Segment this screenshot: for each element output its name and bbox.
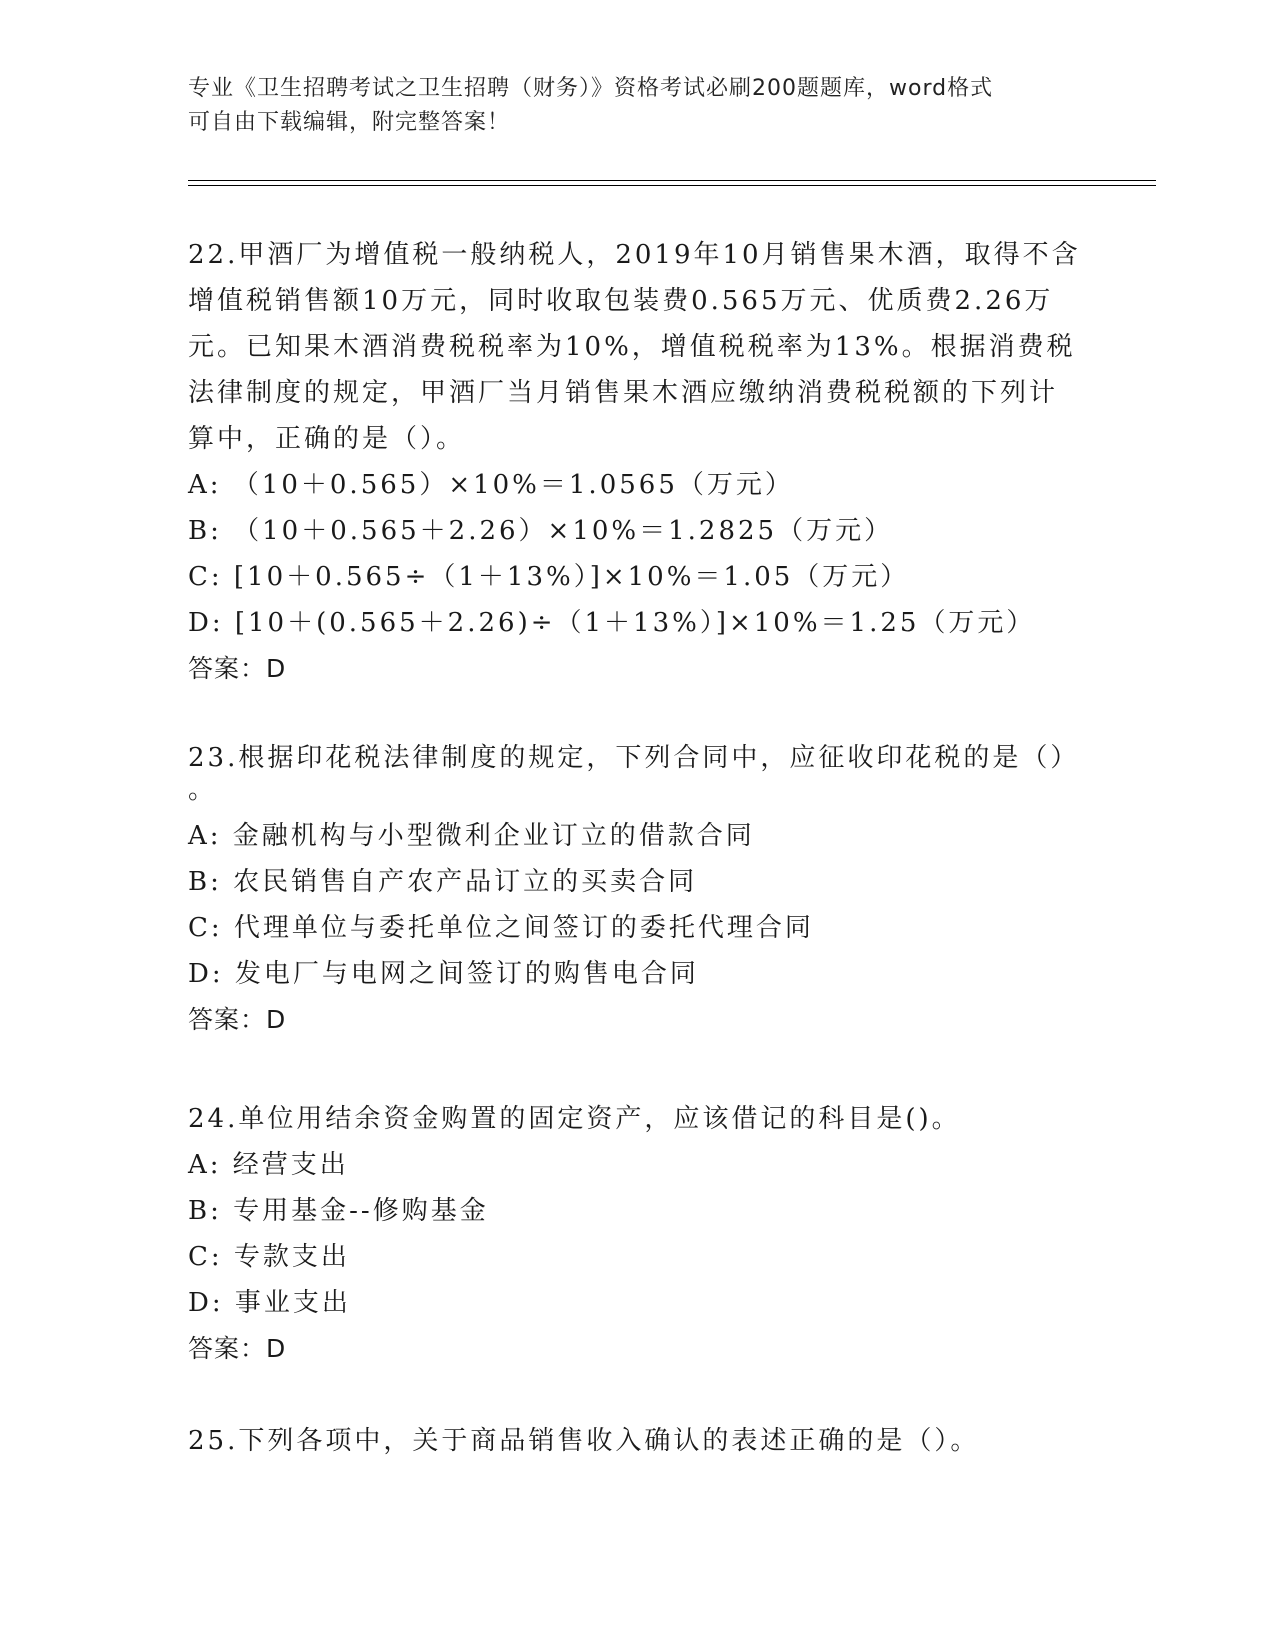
question-stem-line: 24.单位用结余资金购置的固定资产，应该借记的科目是()。 [188,1104,961,1134]
option-c: C: 专款支出 [188,1242,350,1272]
option-a: A: （10＋0.565）×10%＝1.0565（万元） [188,470,794,500]
header-divider-top [188,180,1156,181]
option-d: D: 事业支出 [188,1288,351,1318]
answer: 答案：D [188,1334,287,1363]
option-a: A: 经营支出 [188,1150,349,1180]
question-stem-line: 。 [188,775,218,805]
header-line-1: 专业《卫生招聘考试之卫生招聘（财务）》资格考试必刷200题题库，word格式 [188,76,994,101]
option-a: A: 金融机构与小型微利企业订立的借款合同 [188,821,755,851]
question-stem-line: 23.根据印花税法律制度的规定，下列合同中，应征收印花税的是（） [188,743,1080,773]
option-b: B: 农民销售自产农产品订立的买卖合同 [188,867,698,897]
header-divider-bottom [188,185,1156,186]
question-24 [188,1096,1088,1372]
question-23 [188,735,1088,1043]
question-stem-line: 增值税销售额10万元，同时收取包装费0.565万元、优质费2.26万 [188,286,1054,316]
document-header [188,72,1068,140]
option-b: B: 专用基金--修购基金 [188,1196,489,1226]
question-stem-line: 法律制度的规定，甲酒厂当月销售果木酒应缴纳消费税税额的下列计 [188,378,1059,408]
option-d: D: [10＋(0.565＋2.26)÷（1＋13%）]×10%＝1.25（万元） [188,608,1036,638]
option-b: B: （10＋0.565＋2.26）×10%＝1.2825（万元） [188,516,894,546]
question-stem-line: 25.下列各项中，关于商品销售收入确认的表述正确的是（）。 [188,1426,980,1456]
option-c: C: [10＋0.565÷（1＋13%）]×10%＝1.05（万元） [188,562,910,592]
question-22 [188,232,1088,692]
question-stem-line: 元。已知果木酒消费税税率为10%，增值税税率为13%。根据消费税 [188,332,1076,362]
question-stem-line: 算中，正确的是（）。 [188,424,466,454]
question-stem-line: 22.甲酒厂为增值税一般纳税人，2019年10月销售果木酒，取得不含 [188,240,1081,270]
question-25 [188,1418,1088,1464]
answer: 答案：D [188,1005,287,1034]
option-c: C: 代理单位与委托单位之间签订的委托代理合同 [188,913,814,943]
header-line-2: 可自由下载编辑，附完整答案！ [188,110,511,135]
option-d: D: 发电厂与电网之间签订的购售电合同 [188,959,699,989]
answer: 答案：D [188,654,287,683]
